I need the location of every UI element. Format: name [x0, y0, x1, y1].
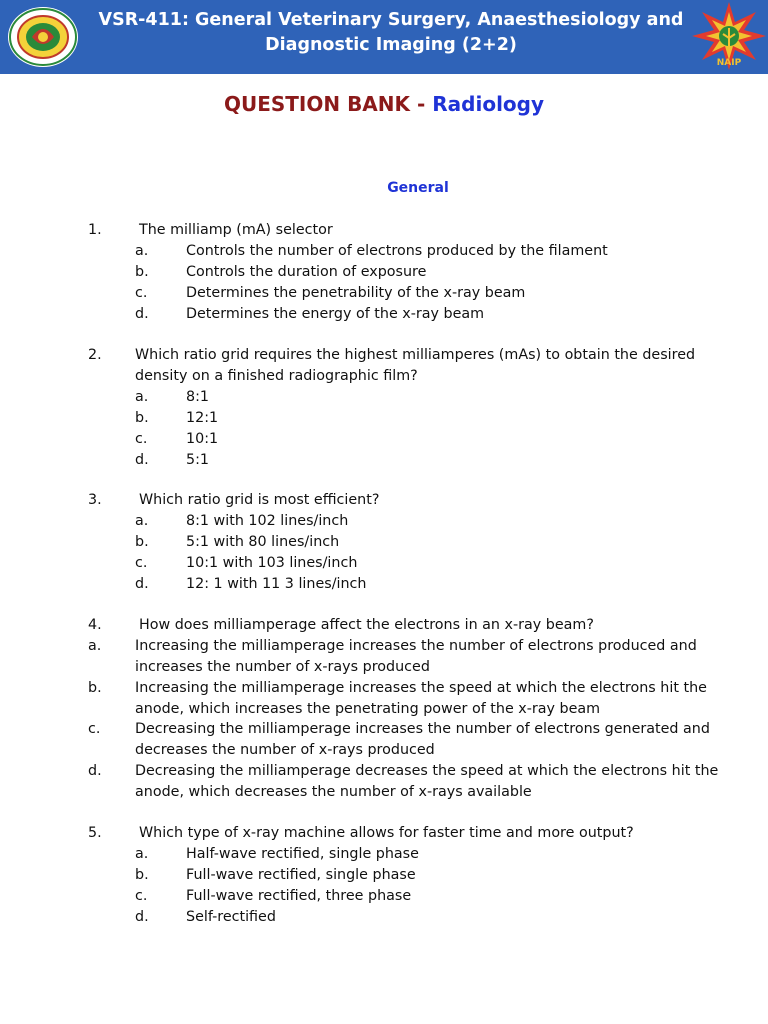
section-heading: General [387, 180, 449, 196]
option-text: 12: 1 with 11 3 lines/inch [186, 576, 367, 592]
option-text: 10:1 with 103 lines/inch [186, 555, 358, 571]
option-text: 5:1 with 80 lines/inch [186, 534, 340, 550]
option-label: d. [88, 763, 102, 779]
question-number: 1. [88, 222, 102, 238]
option-text: Decreasing the milliamperage increases the number of electrons generated and [135, 721, 710, 737]
option-label: b. [135, 867, 149, 883]
option-text: Controls the duration of exposure [186, 264, 427, 280]
course-title-line-1: VSR-411: General Veterinary Surgery, Anaesthesiology and [98, 10, 684, 30]
page-title-subject: Radiology [432, 92, 545, 116]
option-label: b. [88, 680, 102, 696]
option-label: d. [135, 452, 149, 468]
option-text: Increasing the milliamperage increases the speed at which the electrons hit the [135, 680, 707, 696]
option-text: Full-wave rectified, single phase [186, 867, 416, 883]
option-text: 8:1 with 102 lines/inch [186, 513, 349, 529]
option-label: b. [135, 534, 149, 550]
header-band [0, 0, 768, 74]
option-label: b. [135, 410, 149, 426]
option-text-continued: increases the number of x-rays produced [135, 659, 430, 675]
course-title [96, 8, 686, 58]
question-stem: Which type of x-ray machine allows for faster time and more output? [139, 825, 634, 841]
option-label: c. [135, 555, 148, 571]
option-text: Determines the energy of the x-ray beam [186, 306, 485, 322]
option-label: c. [135, 888, 148, 904]
page-title-dash: - [410, 92, 433, 116]
question-number: 5. [88, 825, 102, 841]
option-text: 12:1 [186, 410, 219, 426]
question-stem: How does milliamperage affect the electrons in an x-ray beam? [139, 617, 594, 633]
option-text: Self-rectified [186, 909, 276, 925]
option-label: c. [135, 431, 148, 447]
option-label: b. [135, 264, 149, 280]
option-label: d. [135, 576, 149, 592]
question-stem: Which ratio grid is most efficient? [139, 492, 380, 508]
university-seal-logo [8, 7, 78, 67]
course-title-line-2: Diagnostic Imaging (2+2) [265, 35, 517, 55]
option-label: a. [135, 389, 149, 405]
option-text-continued: decreases the number of x-rays produced [135, 742, 435, 758]
option-text-continued: anode, which decreases the number of x-rays available [135, 784, 532, 800]
option-text: Determines the penetrability of the x-ray beam [186, 285, 526, 301]
option-text-continued: anode, which increases the penetrating power of the x-ray beam [135, 701, 601, 717]
option-text: Controls the number of electrons produced by the filament [186, 243, 608, 259]
question-stem: The milliamp (mA) selector [139, 222, 333, 238]
option-label: a. [135, 846, 149, 862]
option-text: Increasing the milliamperage increases the number of electrons produced and [135, 638, 697, 654]
option-label: d. [135, 306, 149, 322]
option-label: c. [135, 285, 148, 301]
option-label: a. [88, 638, 102, 654]
option-label: d. [135, 909, 149, 925]
naip-logo [690, 0, 768, 74]
option-label: c. [88, 721, 101, 737]
option-text: Decreasing the milliamperage decreases the speed at which the electrons hit the [135, 763, 719, 779]
option-text: 8:1 [186, 389, 210, 405]
option-text: Half-wave rectified, single phase [186, 846, 419, 862]
option-text: 5:1 [186, 452, 210, 468]
question-stem-continued: density on a finished radiographic film? [135, 368, 418, 384]
option-text: 10:1 [186, 431, 219, 447]
question-number: 4. [88, 617, 102, 633]
page-title-main: QUESTION BANK [223, 92, 411, 116]
question-number: 2. [88, 347, 102, 363]
question-stem: Which ratio grid requires the highest milliamperes (mAs) to obtain the desired [135, 347, 696, 363]
option-label: a. [135, 243, 149, 259]
question-number: 3. [88, 492, 102, 508]
naip-logo-text: NAIP [716, 58, 742, 68]
option-text: Full-wave rectified, three phase [186, 888, 412, 904]
option-label: a. [135, 513, 149, 529]
page-title [0, 92, 768, 116]
